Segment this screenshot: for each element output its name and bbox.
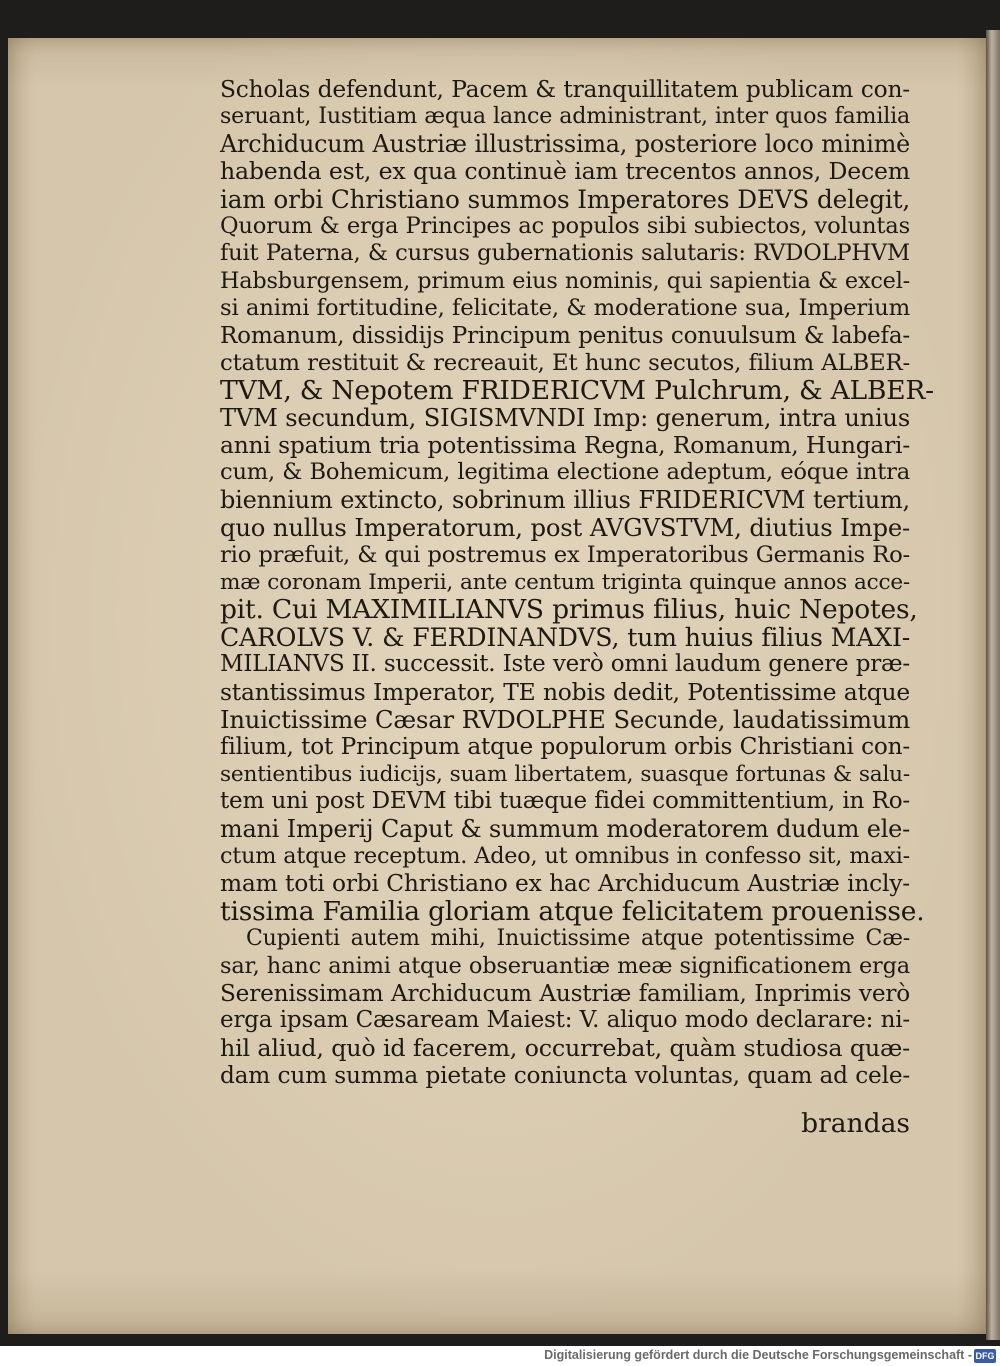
text-line: mani Imperij Caput & summum moderatorem dudum ele- <box>220 814 910 843</box>
text-line: fuit Paterna, & cursus gubernationis salutaris: RVDOLPHVM <box>220 240 910 267</box>
footer-credit: Digitalisierung gefördert durch die Deutsche Forschungsgemeinschaft - <box>544 1348 972 1362</box>
text-line: si animi fortitudine, felicitate, & moderatione sua, Imperium <box>220 295 910 322</box>
text-line: Inuictissime Cæsar RVDOLPHE Secunde, laudatissimum <box>220 704 910 734</box>
text-line: Serenissimam Archiducum Austriæ familiam, Inprimis verò <box>220 979 910 1007</box>
text-line: rio præfuit, & qui postremus ex Imperatoribus Germanis Ro- <box>220 541 910 568</box>
page-edge <box>986 30 1000 1340</box>
text-line: anni spatium tria potentissima Regna, Romanum, Hungari- <box>220 432 910 460</box>
text-line: cum, & Bohemicum, legitima electione adeptum, eóque intra <box>220 459 910 486</box>
text-line: TVM secundum, SIGISMVNDI Imp: generum, intra unius <box>220 403 910 432</box>
text-line: pit. Cui MAXIMILIANVS primus filius, huic Nepotes, <box>220 594 918 626</box>
text-line: Archiducum Austriæ illustrissima, posteriore loco minimè <box>220 129 910 158</box>
text-line: TVM, & Nepotem FRIDERICVM Pulchrum, & ALBER- <box>220 375 934 407</box>
text-line: dam cum summa pietate coniuncta voluntas, quam ad cele- <box>220 1062 910 1090</box>
text-line: habenda est, ex qua continuè iam trecentos annos, Decem <box>220 157 910 186</box>
text-line: mam toti orbi Christiano ex hac Archiducum Austriæ incly- <box>220 869 910 898</box>
footer-bar <box>0 1346 1000 1366</box>
dfg-logo-icon: DFG <box>975 1351 995 1361</box>
page-text <box>220 75 934 1090</box>
text-line: Habsburgensem, primum eius nominis, qui sapientia & excel- <box>220 267 910 294</box>
text-line: sentientibus iudicijs, suam libertatem, suasque fortunas & salu- <box>220 761 910 787</box>
text-line: filium, tot Principum atque populorum orbis Christiani con- <box>220 733 910 761</box>
text-line: ctum atque receptum. Adeo, ut omnibus in confesso sit, maxi- <box>220 842 910 869</box>
text-line: stantissimus Imperator, TE nobis dedit, Potentissime atque <box>220 677 910 706</box>
text-line: mæ coronam Imperii, ante centum triginta quinque annos acce- <box>220 570 910 596</box>
text-line: tissima Familia gloriam atque felicitatem prouenisse. <box>220 895 925 927</box>
text-line: erga ipsam Cæsaream Maiest: V. aliquo modo declarare: ni- <box>220 1007 910 1034</box>
text-line: biennium extincto, sobrinum illius FRIDERICVM tertium, <box>220 485 910 514</box>
text-line: Cupienti autem mihi, Inuictissime atque potentissime Cæ- <box>246 926 910 952</box>
text-line: Scholas defendunt, Pacem & tranquillitatem publicam con- <box>220 75 910 103</box>
text-line: quo nullus Imperatorum, post AVGVSTVM, diutius Impe- <box>220 513 910 543</box>
text-line: seruant, Iustitiam æqua lance administrant, inter quos familia <box>220 103 910 130</box>
text-line: CAROLVS V. & FERDINANDVS, tum huius filius MAXI- <box>220 622 910 652</box>
text-line: hil aliud, quò id facerem, occurrebat, quàm studiosa quæ- <box>220 1033 910 1062</box>
text-line: MILIANVS II. successit. Iste verò omni laudum genere præ- <box>220 651 910 678</box>
text-line: Romanum, dissidijs Principum penitus conuulsum & labefa- <box>220 322 910 349</box>
text-line: tem uni post DEVM tibi tuæque fidei committentium, in Ro- <box>220 788 910 815</box>
catchword: brandas <box>801 1108 910 1139</box>
text-line: Quorum & erga Principes ac populos sibi subiectos, voluntas <box>220 212 910 239</box>
text-line: iam orbi Christiano summos Imperatores DEVS delegit, <box>220 184 910 214</box>
text-line: ctatum restituit & recreauit, Et hunc secutos, filium ALBER- <box>220 349 910 376</box>
text-line: sar, hanc animi atque obseruantiæ meæ significationem erga <box>220 952 910 979</box>
